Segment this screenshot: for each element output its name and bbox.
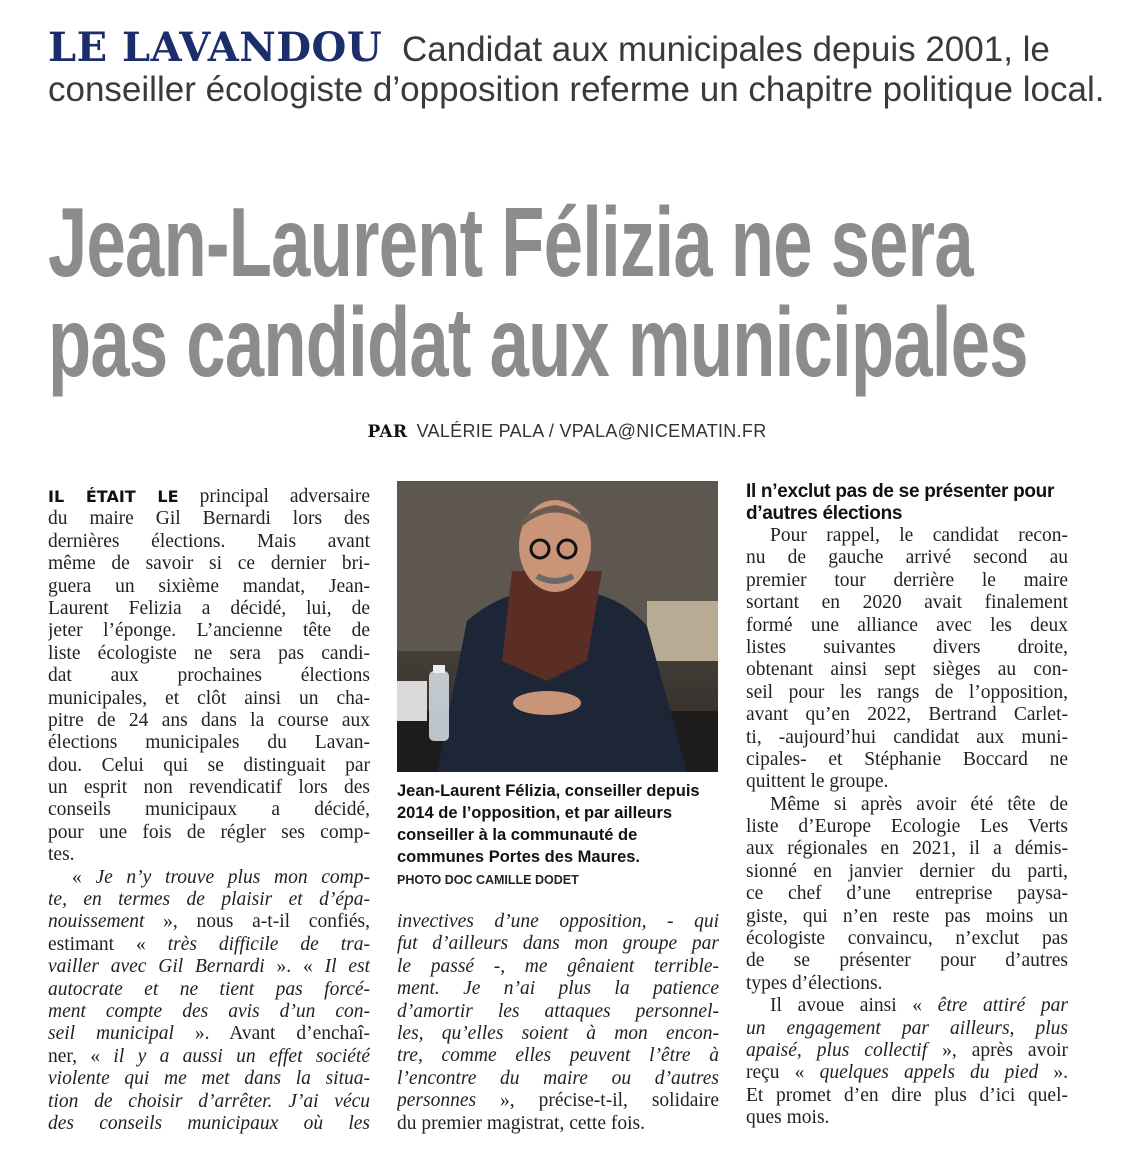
body-text: », précise-t-il, solidaire: [476, 1090, 719, 1112]
paragraph: [746, 525, 1068, 794]
article-column-3: [746, 481, 1068, 1130]
text-line: [397, 1113, 719, 1135]
body-text: », après avoir: [927, 1039, 1068, 1061]
text-line: [48, 934, 370, 956]
text-line: [48, 1001, 370, 1023]
body-text: listes suivantes divers droite,: [746, 636, 1068, 658]
body-text: liste d’Europe Ecologie Les Verts: [746, 816, 1068, 838]
quote-text: être attiré par: [937, 995, 1068, 1017]
quote-text: l’encontre du maire ou d’autres: [397, 1067, 719, 1089]
body-text: ti, -aujourd’hui candidat aux muni-: [746, 726, 1068, 748]
text-line: [48, 553, 370, 575]
quote-text: quelques appels du pied: [819, 1062, 1039, 1084]
body-text: types d’élections.: [746, 972, 883, 994]
body-text: sortant en 2020 avait finalement: [746, 592, 1068, 614]
text-line: [397, 1023, 719, 1045]
caption-text: Jean-Laurent Félizia, conseiller depuis 2014 de l’opposition, et par ailleurs conseiller à la communauté de communes Portes des Maures.: [397, 782, 700, 866]
body-text: tes.: [48, 844, 75, 866]
text-line: [746, 659, 1068, 681]
text-line: [746, 1085, 1068, 1107]
subheading: Il n’exclut pas de se présenter pour d’autres élections: [746, 481, 1055, 524]
text-line: [746, 816, 1068, 838]
text-line: [746, 1107, 1068, 1129]
body-text: ce chef d’une entreprise paysa-: [746, 883, 1068, 905]
article-column-2: [397, 911, 719, 1135]
photo-credit: PHOTO DOC CAMILLE DODET: [397, 873, 579, 887]
quote-text: nouissement: [48, 911, 145, 933]
text-line: [746, 704, 1068, 726]
lead-in: IL ÉTAIT LE: [48, 487, 179, 506]
body-text: avant qu’en 2022, Bertrand Carlet-: [746, 704, 1068, 726]
body-text: formé une alliance avec les deux: [746, 614, 1068, 636]
text-line: [397, 956, 719, 978]
text-line: [746, 749, 1068, 771]
body-text: même de savoir si ce dernier bri-: [48, 553, 370, 575]
text-line: [48, 1046, 370, 1068]
quote-text: tion de choisir d’arrêter. J’ai vécu: [48, 1090, 370, 1112]
body-text: ».: [1038, 1062, 1068, 1084]
body-text: Pour rappel, le candidat recon-: [770, 525, 1068, 546]
body-text: Même si après avoir été tête de: [770, 793, 1068, 815]
text-line: [746, 794, 1068, 816]
headline-line-2: pas candidat aux municipales: [48, 287, 1028, 397]
text-line: [746, 592, 1068, 614]
kicker-text: Candidat aux municipales depuis 2001, le conseiller écologiste d’opposition referme un chapitre politique local.: [48, 30, 1105, 109]
body-text: du premier magistrat, cette fois.: [397, 1112, 645, 1134]
quote-text: fut d’ailleurs dans mon groupe par: [397, 933, 719, 955]
text-line: [746, 838, 1068, 860]
quote-text: violente qui me met dans la situa-: [48, 1068, 370, 1090]
quote-text: Je n’y trouve plus mon comp-: [95, 866, 370, 888]
headline: [48, 187, 1056, 397]
body-text: pour une fois de régler ses comp-: [48, 821, 370, 843]
body-text: premier tour derrière le maire: [746, 569, 1068, 591]
paragraph: [48, 867, 370, 1136]
quote-text: ment. Je n’ai plus la patience: [397, 978, 719, 1000]
body-text: Et promet d’en dire plus d’ici quel-: [746, 1084, 1068, 1106]
body-text: reçu «: [746, 1062, 820, 1084]
body-text: ». Avant d’enchaî-: [173, 1023, 370, 1045]
body-text: quittent le groupe.: [746, 771, 889, 793]
body-text: estimant «: [48, 933, 168, 955]
text-line: [48, 777, 370, 799]
text-line: [48, 822, 370, 844]
body-text: dou. Celui qui se distinguait par: [48, 754, 370, 776]
body-text: seil pour les rangs de l’opposition,: [746, 681, 1068, 703]
text-line: [746, 973, 1068, 995]
text-line: [397, 1045, 719, 1067]
text-line: [746, 615, 1068, 637]
byline: [0, 421, 1134, 442]
body-text: ner, «: [48, 1045, 114, 1067]
text-line: [48, 1023, 370, 1045]
paragraph: [48, 486, 370, 867]
body-text: aux régionales en 2021, il a démis-: [746, 838, 1068, 860]
text-line: [746, 1062, 1068, 1084]
text-line: [746, 771, 1068, 793]
text-line: [48, 598, 370, 620]
text-line: [48, 688, 370, 710]
text-line: [48, 576, 370, 598]
text-line: [397, 978, 719, 1000]
text-line: [48, 1113, 370, 1135]
text-line: [48, 732, 370, 754]
quote-text: des conseils municipaux où les: [48, 1112, 370, 1134]
body-text: liste écologiste ne sera pas candi-: [48, 642, 370, 664]
text-line: [746, 547, 1068, 569]
quote-text: il y a aussi un effet société: [113, 1045, 370, 1067]
text-line: [48, 979, 370, 1001]
byline-prefix: PAR: [367, 422, 408, 442]
text-line: [48, 486, 370, 508]
body-text: municipales, et clôt ainsi un cha-: [48, 687, 370, 709]
body-text: giste, qui n’en reste pas moins un: [746, 905, 1068, 927]
quote-text: très difficile de tra-: [167, 933, 370, 955]
text-line: [397, 1090, 719, 1112]
text-line: [746, 883, 1068, 905]
quote-text: les, qu’elles soient à mon encon-: [397, 1022, 719, 1044]
text-line: [746, 1040, 1068, 1062]
body-text: sionné en janvier dernier du parti,: [746, 860, 1068, 882]
quote-text: seil municipal: [48, 1023, 174, 1045]
body-text: principal adversaire: [178, 486, 370, 507]
text-line: [48, 643, 370, 665]
text-line: [48, 911, 370, 933]
body-text: dat aux prochaines élections: [48, 665, 370, 687]
portrait-photo-illustration: [397, 481, 718, 772]
kicker: [48, 24, 1108, 110]
text-line: [48, 844, 370, 866]
text-line: [746, 1018, 1068, 1040]
body-text: pitre de 24 ans dans la course aux: [48, 709, 370, 731]
quote-text: Il est: [324, 956, 370, 978]
quote-text: tre, comme elles peuvent l’être à: [397, 1045, 719, 1067]
body-text: ques mois.: [746, 1107, 830, 1129]
body-text: un esprit non revendicatif lors des: [48, 777, 370, 799]
text-line: [746, 928, 1068, 950]
body-text: élections municipales du Lavan-: [48, 732, 370, 754]
text-line: [397, 1001, 719, 1023]
quote-text: apaisé, plus collectif: [746, 1039, 928, 1061]
text-line: [746, 570, 1068, 592]
location-label: LE LAVANDOU: [48, 24, 383, 71]
body-text: dernières élections. Mais avant: [48, 530, 370, 552]
body-text: conseils municipaux a décidé,: [48, 799, 370, 821]
quote-text: invectives d’une opposition, - qui: [397, 911, 719, 932]
body-text: Il avoue ainsi «: [770, 995, 938, 1017]
text-line: [48, 755, 370, 777]
body-text: guera un sixième mandat, Jean-: [48, 575, 370, 597]
byline-author: VALÉRIE PALA / VPALA@NICEMATIN.FR: [416, 421, 767, 441]
text-line: [746, 727, 1068, 749]
body-text: cipales- et Stéphanie Boccard ne: [746, 748, 1068, 770]
quote-text: ment compte des avis d’un con-: [48, 1000, 370, 1022]
body-text: ». «: [264, 956, 325, 978]
text-line: [746, 995, 1068, 1017]
quote-text: personnes: [397, 1090, 477, 1112]
quote-text: d’amortir les attaques personnel-: [397, 1000, 719, 1022]
body-text: Laurent Felizia a décidé, lui, de: [48, 597, 370, 619]
paragraph: [746, 794, 1068, 996]
text-line: [48, 1068, 370, 1090]
text-line: [48, 508, 370, 530]
body-text: jeter l’éponge. L’ancienne tête de: [48, 620, 370, 642]
text-line: [48, 710, 370, 732]
body-text: «: [72, 866, 96, 888]
quote-text: autocrate et ne tient pas forcé-: [48, 978, 370, 1000]
paragraph: [397, 911, 719, 1135]
text-line: [48, 620, 370, 642]
body-text: », nous a-t-il confiés,: [144, 911, 370, 933]
text-line: [397, 933, 719, 955]
quote-text: le passé -, me gênaient terrible-: [397, 955, 719, 977]
text-line: [746, 637, 1068, 659]
headline-line-1: Jean-Laurent Félizia ne sera: [48, 187, 973, 297]
text-line: [746, 906, 1068, 928]
body-text: nu de gauche arrivé second au: [746, 547, 1068, 569]
text-line: [48, 531, 370, 553]
text-line: [397, 911, 719, 933]
body-text: obtenant ainsi sept sièges au con-: [746, 659, 1068, 681]
body-text: de se présenter pour d’autres: [746, 950, 1068, 972]
quote-text: te, en termes de plaisir et d’épa-: [48, 889, 370, 911]
article-photo: [397, 481, 718, 772]
text-line: [48, 867, 370, 889]
text-line: [48, 889, 370, 911]
text-line: [397, 1068, 719, 1090]
body-text: du maire Gil Bernardi lors des: [48, 508, 370, 530]
text-line: [746, 861, 1068, 883]
text-line: [48, 1091, 370, 1113]
paragraph: [746, 995, 1068, 1129]
text-line: [48, 665, 370, 687]
quote-text: vailler avec Gil Bernardi: [48, 956, 265, 978]
text-line: [48, 799, 370, 821]
text-line: [48, 956, 370, 978]
quote-text: un engagement par ailleurs, plus: [746, 1017, 1068, 1039]
article-column-1: [48, 486, 370, 1135]
body-text: écologiste convaincu, n’exclut pas: [746, 928, 1068, 950]
photo-caption: [397, 780, 727, 890]
text-line: [746, 525, 1068, 547]
text-line: [746, 682, 1068, 704]
text-line: [746, 950, 1068, 972]
